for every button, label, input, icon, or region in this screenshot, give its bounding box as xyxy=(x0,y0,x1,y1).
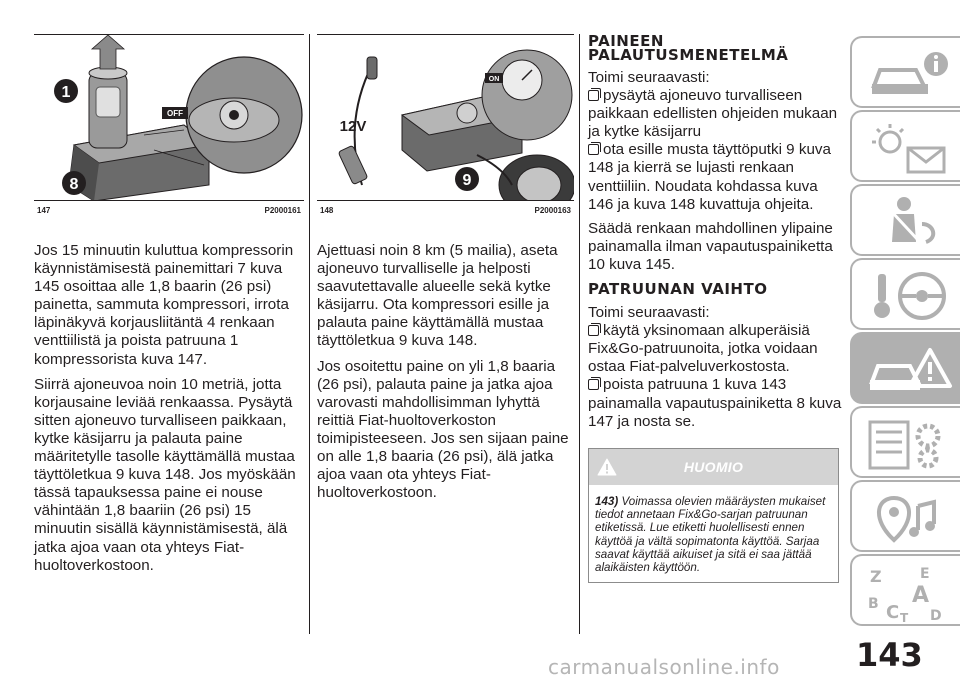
label-12v: 12V xyxy=(339,118,367,135)
paragraph: Siirrä ajoneuvoa noin 10 metriä, jotta korjausaine leviää renkaassa. Pysäytä sitten ajoneuvo turvalliseen paikkaan, kytke käsijarru ja palauta paine määritetylle tasolle käyttämällä mustaa täyttöletkua 9 kuva 148. Jos myöskään tässä tapauksessa paine ei nouse vähintään 1,8 baariin (26 psi) 15 minuutin sisällä käynnistämisestä, älä jatka ajoa vaan ota yhteys Fiat-huoltoverkostoon. xyxy=(34,375,296,574)
chapter-sidebar xyxy=(850,0,960,678)
tab-emergency[interactable] xyxy=(850,332,960,404)
column-1 xyxy=(34,242,304,582)
column-divider xyxy=(309,34,310,634)
list-item: ota esille musta täyttöputki 9 kuva 148 ja kierrä se lujasti renkaan venttiiliin. Noudata kohdassa kuva 146 ja kuva 148 kuvattuja ohjeita. xyxy=(588,141,831,213)
figure-148 xyxy=(317,34,574,200)
callout-1: 1 xyxy=(61,84,71,101)
index-letter: A xyxy=(912,583,930,608)
callout-9: 9 xyxy=(462,172,472,189)
key-steering-icon xyxy=(864,268,954,324)
paragraph: Jos 15 minuutin kuluttua kompressorin käynnistämisestä painemittari 7 kuva 145 osoittaa alle 1,8 baarin (26 psi) painetta, sammuta kompressori, irrota läpinäkyvä korjausliitäntä 4 renkaan venttiilistä ja poista patruuna 1 kompressorista kuva 147. xyxy=(34,242,294,368)
compressor-tyre-illustration xyxy=(317,35,574,200)
warning-text: 143) Voimassa olevien määräysten mukaiset tiedot annetaan Fix&Go-sarjan patruunan etiketissä. Lue etiketti huolellisesti ennen käyttöä ja vältä sopimatonta käyttöä. Sarjaa saavat käyttää aikuiset ja sitä ei saa jättää alaikäisten käyttöön. xyxy=(595,495,826,575)
section-heading: PAINEEN PALAUTUSMENETELMÄ xyxy=(588,32,789,64)
watermark: carmanualsonline.info xyxy=(548,655,780,678)
intro-text: Toimi seuraavasti: xyxy=(588,304,710,322)
column-3 xyxy=(588,34,843,431)
warning-box xyxy=(588,448,839,583)
tab-safety[interactable] xyxy=(850,184,960,256)
page-number: 143 xyxy=(856,636,923,674)
paragraph: Jos osoitettu paine on yli 1,8 baaria (26 psi), palauta paine ja jatka ajoa varovasti mahdollisimman lyhyttä reittiä Fiat-huoltoverkoston toimipisteeseen. Jos sen sijaan paine on alle 1,8 baaria (26 psi), älä jatka ajoa vaan ota yhteys Fiat-huoltoverkostoon. xyxy=(317,357,569,502)
paragraph: Säädä renkaan mahdollinen ylipaine painamalla ilman vapautuspainiketta 10 kuva 145. xyxy=(588,219,833,273)
list-item: käytä yksinomaan alkuperäisiä Fix&Go-patruunoita, jotka voidaan ostaa Fiat-palveluverkostosta. xyxy=(588,322,818,376)
list-item: pysäytä ajoneuvo turvalliseen paikkaan edellisten ohjeiden mukaan ja kytke käsijarru xyxy=(588,87,838,141)
index-letter: E xyxy=(920,566,930,582)
index-letter: D xyxy=(930,608,942,624)
paragraph: Ajettuasi noin 8 km (5 mailia), aseta ajoneuvo turvalliselle ja helposti saavutettavalle alueelle sekä kytke käsijarru. Ota kompressori esille ja palauta paine käyttämällä mustaa täyttöletkua 9 kuva 148. xyxy=(317,242,558,350)
figure-148-caption xyxy=(317,200,574,220)
column-2 xyxy=(317,242,575,509)
figure-reference: P2000161 xyxy=(264,206,301,215)
figure-number: 147 xyxy=(37,206,51,215)
warning-title: HUOMIO xyxy=(683,459,744,475)
tab-lights-messages[interactable] xyxy=(850,110,960,182)
section-heading: PATRUUNAN VAIHTO xyxy=(588,280,768,299)
maintenance-icon xyxy=(864,416,954,472)
index-letter: B xyxy=(868,596,879,612)
figure-147-caption xyxy=(34,200,304,220)
off-label: OFF xyxy=(167,109,183,118)
checkbox-bullet-icon xyxy=(588,379,599,390)
figure-147 xyxy=(34,34,304,200)
tab-maintenance[interactable] xyxy=(850,406,960,478)
checkbox-bullet-icon xyxy=(588,90,599,101)
tab-car-info[interactable] xyxy=(850,36,960,108)
index-letter: T xyxy=(900,611,909,624)
seatbelt-airbag-icon xyxy=(864,194,954,250)
list-item: poista patruuna 1 kuva 143 painamalla vapautuspainiketta 8 kuva 147 ja nosta se. xyxy=(588,376,842,430)
warning-ref: 143) xyxy=(595,495,619,508)
compressor-cartridge-illustration xyxy=(34,35,304,200)
callout-8: 8 xyxy=(69,176,79,193)
index-alphabet-icon xyxy=(864,564,954,624)
figure-reference: P2000163 xyxy=(534,206,571,215)
checkbox-bullet-icon xyxy=(588,144,599,155)
intro-text: Toimi seuraavasti: xyxy=(588,69,710,86)
lights-message-icon xyxy=(864,120,954,176)
warning-header xyxy=(589,449,838,485)
multimedia-icon xyxy=(864,490,954,546)
index-letter: C xyxy=(886,602,900,623)
tab-multimedia[interactable] xyxy=(850,480,960,552)
car-info-icon xyxy=(864,46,954,102)
figure-number: 148 xyxy=(320,206,334,215)
column-divider xyxy=(579,34,580,634)
tab-starting-driving[interactable] xyxy=(850,258,960,330)
index-letter: Z xyxy=(870,567,882,586)
on-label: ON xyxy=(488,76,500,83)
checkbox-bullet-icon xyxy=(588,325,599,336)
tab-index[interactable] xyxy=(850,554,960,626)
emergency-warning-icon xyxy=(864,342,954,398)
